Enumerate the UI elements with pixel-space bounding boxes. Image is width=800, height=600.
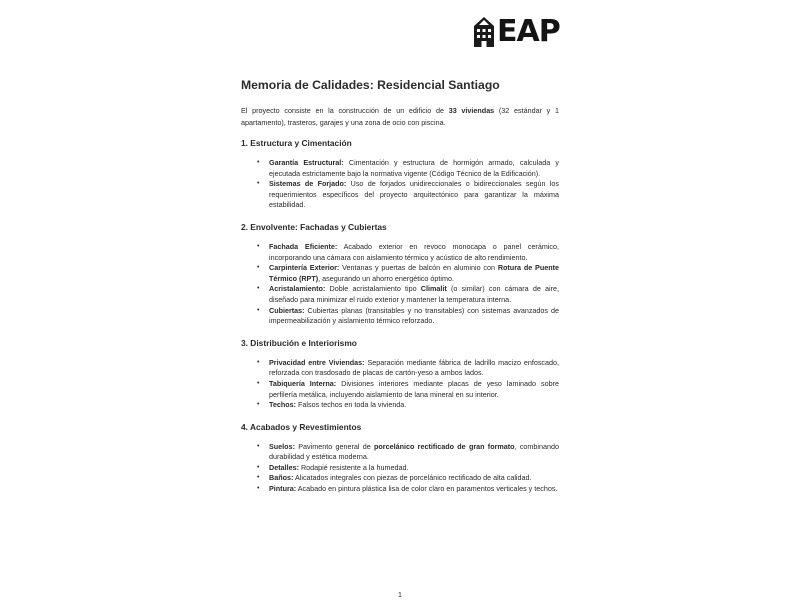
item-text: (o similar) con cámara de aire, diseñado para minimizar el ruido exterior y mantener la temperatura interna.: [269, 284, 559, 304]
list-item: [257, 158, 560, 179]
item-text: Ventanas y puertas de balcón en aluminio con: [339, 263, 498, 273]
company-logo: [474, 14, 562, 50]
item-term: Fachada Eficiente:: [269, 241, 338, 251]
item-term: Suelos:: [269, 441, 295, 451]
item-text: Falsos techos en toda la vivienda.: [296, 400, 407, 410]
list-item: [257, 305, 559, 327]
item-term: Cubiertas:: [269, 305, 305, 315]
item-text: Cubiertas planas (transitables y no transitables) con sistemas avanzados de impermeabilización y aislamiento térmico reforzado.: [269, 305, 559, 326]
item-text: Uso de forjados unidireccionales o bidireccionales según los requerimientos específicos del proyecto arquitectónico para garantizar la máxima estabilidad.: [269, 179, 559, 210]
item-term: Detalles:: [269, 462, 299, 472]
section: [241, 338, 559, 411]
logo-text: EAP: [497, 14, 560, 49]
intro-text-end: (32 estándar y 1 apartamento), trasteros, garajes y una zona de ocio con piscina.: [241, 106, 559, 127]
list-item: [257, 400, 559, 411]
list-item: [257, 441, 559, 463]
item-text: Divisiones interiores mediante placas de yeso laminado sobre perfilería metálica, incluyendo aislamiento de lana mineral en su interior.: [269, 378, 559, 399]
list-item: [257, 357, 559, 379]
bullet-icon: •: [257, 358, 260, 366]
building-icon: [474, 17, 494, 47]
bullet-list: [241, 442, 559, 495]
intro-highlight: 33 viviendas: [448, 106, 495, 115]
list-item: [257, 484, 559, 495]
section-heading: 2. Envolvente: Fachadas y Cubiertas: [241, 221, 387, 232]
item-text: Acabado en pintura plástica lisa de color claro en paramentos verticales y techos.: [296, 484, 558, 494]
bullet-icon: •: [257, 379, 260, 387]
bullet-icon: •: [257, 442, 260, 450]
section: [241, 222, 559, 327]
list-item: [257, 284, 559, 305]
item-text: Rodapié resistente a la humedad.: [298, 462, 409, 472]
item-term: Carpintería Exterior:: [269, 263, 340, 273]
item-term: Techos:: [269, 400, 297, 410]
sections-container: [241, 138, 559, 495]
item-term: Rotura de Puente Térmico (RPT): [269, 263, 559, 283]
item-term: Baños:: [269, 473, 294, 483]
document-body: [241, 78, 559, 506]
bullet-list: [241, 242, 559, 327]
bullet-icon: •: [257, 285, 260, 293]
section-heading: 3. Distribución e Interiorismo: [241, 337, 357, 348]
item-term: Pintura:: [269, 484, 297, 494]
list-item: [257, 263, 559, 284]
document-title: Memoria de Calidades: Residencial Santiago: [241, 78, 500, 92]
bullet-icon: •: [257, 306, 260, 314]
section: [241, 422, 559, 495]
section-heading: 4. Acabados y Revestimientos: [241, 421, 362, 432]
bullet-icon: •: [257, 264, 260, 272]
item-term: porcelánico rectificado de gran formato: [374, 441, 515, 451]
bullet-icon: •: [257, 485, 260, 493]
item-text: , asegurando un ahorro energético óptimo.: [318, 273, 454, 283]
item-text: , combinando durabilidad y estética moderna.: [269, 441, 559, 462]
list-item: [257, 179, 559, 211]
intro-text: El proyecto consiste en la construcción de un edificio de: [241, 106, 449, 115]
item-text: Acabado exterior en revoco monocapa o panel cerámico, incorporando una cámara con aislamiento térmico y acústico de alto rendimiento.: [269, 241, 559, 262]
item-term: Garantía Estructural:: [269, 158, 344, 167]
bullet-icon: •: [257, 180, 260, 188]
item-text: Doble acristalamiento tipo: [325, 284, 421, 294]
bullet-icon: •: [257, 159, 260, 166]
list-item: [257, 378, 559, 400]
bullet-icon: •: [257, 242, 260, 250]
bullet-list: [241, 358, 559, 411]
item-text: Alicatados integrales con piezas de porcelánico rectificado de alta calidad.: [293, 473, 532, 483]
item-text: Cimentación y estructura de hormigón armado, calculada y ejecutada estrictamente bajo la normativa vigente (Código Técnico de la Edificación).: [269, 158, 560, 178]
page-number: 1: [397, 590, 403, 599]
bullet-icon: •: [257, 474, 260, 482]
item-term: Sistemas de Forjado:: [269, 179, 347, 189]
section: [241, 138, 559, 211]
item-term: Climalit: [420, 284, 447, 294]
list-item: [257, 462, 559, 474]
intro-paragraph: [241, 105, 559, 128]
item-text: Pavimento general de: [294, 441, 375, 451]
bullet-list: [241, 158, 559, 211]
item-term: Acristalamiento:: [269, 284, 326, 294]
item-term: Tabiquería Interna:: [269, 378, 337, 388]
bullet-icon: •: [257, 401, 260, 409]
list-item: [257, 241, 559, 263]
list-item: [257, 473, 559, 484]
section-heading: 1. Estructura y Cimentación: [241, 138, 352, 148]
item-text: Separación mediante fábrica de ladrillo macizo enfoscado, reforzada con trasdosado de placas de cartón-yeso a ambos lados.: [269, 357, 559, 378]
bullet-icon: •: [257, 463, 260, 471]
item-term: Privacidad entre Viviendas:: [269, 357, 365, 367]
